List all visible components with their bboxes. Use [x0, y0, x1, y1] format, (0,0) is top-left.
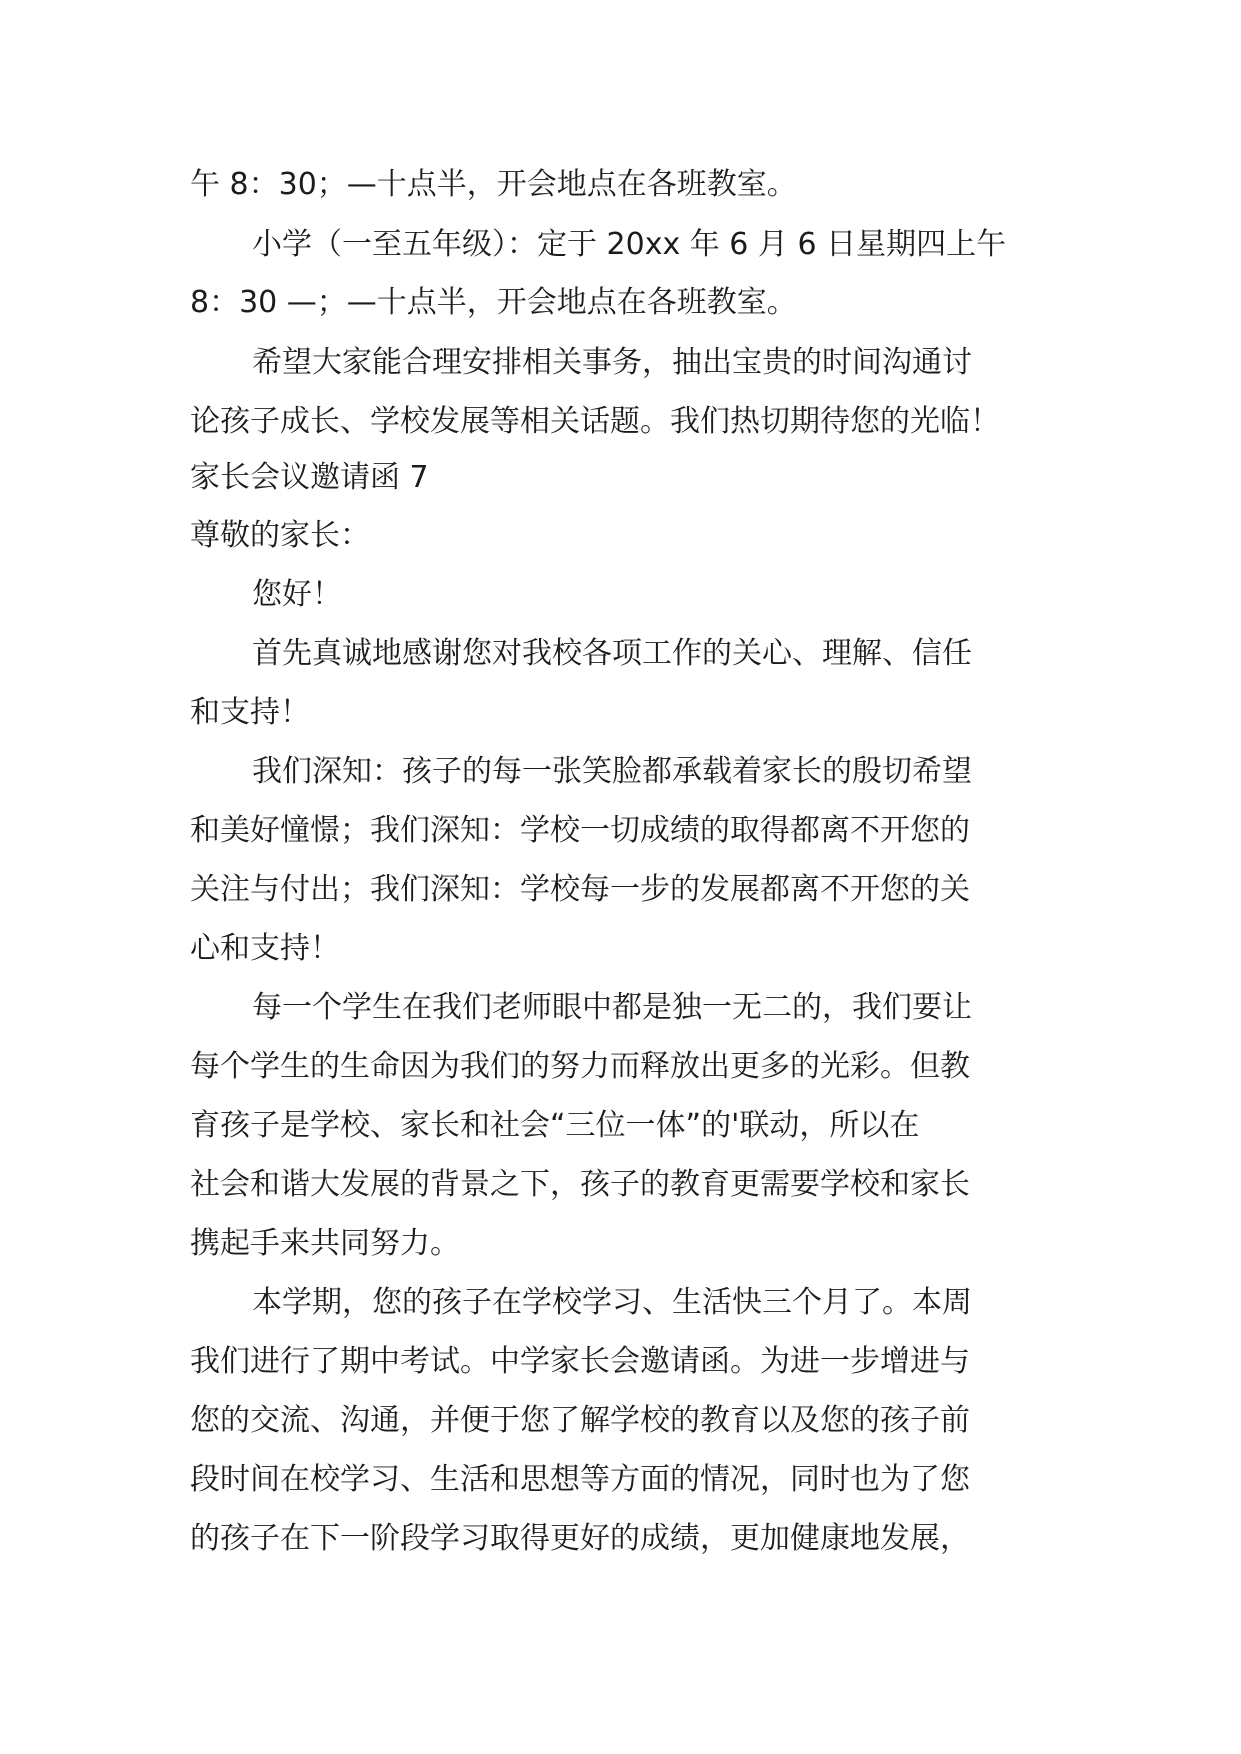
text-line: 每个学生的生命因为我们的努力而释放出更多的光彩。但教: [190, 1049, 970, 1084]
text-line: 每一个学生在我们老师眼中都是独一无二的，我们要让: [252, 990, 972, 1025]
text-line: 午 8：30；—十点半，开会地点在各班教室。: [190, 167, 797, 202]
text-line: 的孩子在下一阶段学习取得更好的成绩，更加健康地发展，: [190, 1521, 970, 1556]
section-heading: 家长会议邀请函 7: [190, 460, 429, 495]
text-line: 希望大家能合理安排相关事务，抽出宝贵的时间沟通讨: [252, 345, 972, 380]
text-line: 我们深知：孩子的每一张笑脸都承载着家长的殷切希望: [252, 754, 972, 789]
salutation: 尊敬的家长：: [190, 518, 370, 553]
text-line: 和美好憧憬；我们深知：学校一切成绩的取得都离不开您的: [190, 813, 970, 848]
text-line: 首先真诚地感谢您对我校各项工作的关心、理解、信任: [252, 636, 972, 671]
text-line: 社会和谐大发展的背景之下，孩子的教育更需要学校和家长: [190, 1167, 970, 1202]
text-line: 育孩子是学校、家长和社会“三位一体”的'联动，所以在: [190, 1108, 920, 1143]
text-line: 和支持！: [190, 695, 310, 730]
text-line: 心和支持！: [190, 931, 340, 966]
text-line: 论孩子成长、学校发展等相关话题。我们热切期待您的光临！: [190, 404, 1000, 439]
text-line: 关注与付出；我们深知：学校每一步的发展都离不开您的关: [190, 872, 970, 907]
text-line: 您的交流、沟通，并便于您了解学校的教育以及您的孩子前: [190, 1403, 970, 1438]
text-line: 本学期，您的孩子在学校学习、生活快三个月了。本周: [252, 1285, 972, 1320]
text-line: 8：30 —；—十点半，开会地点在各班教室。: [190, 285, 797, 320]
text-line: 我们进行了期中考试。中学家长会邀请函。为进一步增进与: [190, 1344, 970, 1379]
greeting: 您好！: [252, 577, 342, 612]
text-line: 携起手来共同努力。: [190, 1226, 460, 1261]
text-line: 小学（一至五年级）：定于 20xx 年 6 月 6 日星期四上午: [252, 227, 1007, 262]
text-line: 段时间在校学习、生活和思想等方面的情况，同时也为了您: [190, 1462, 970, 1497]
